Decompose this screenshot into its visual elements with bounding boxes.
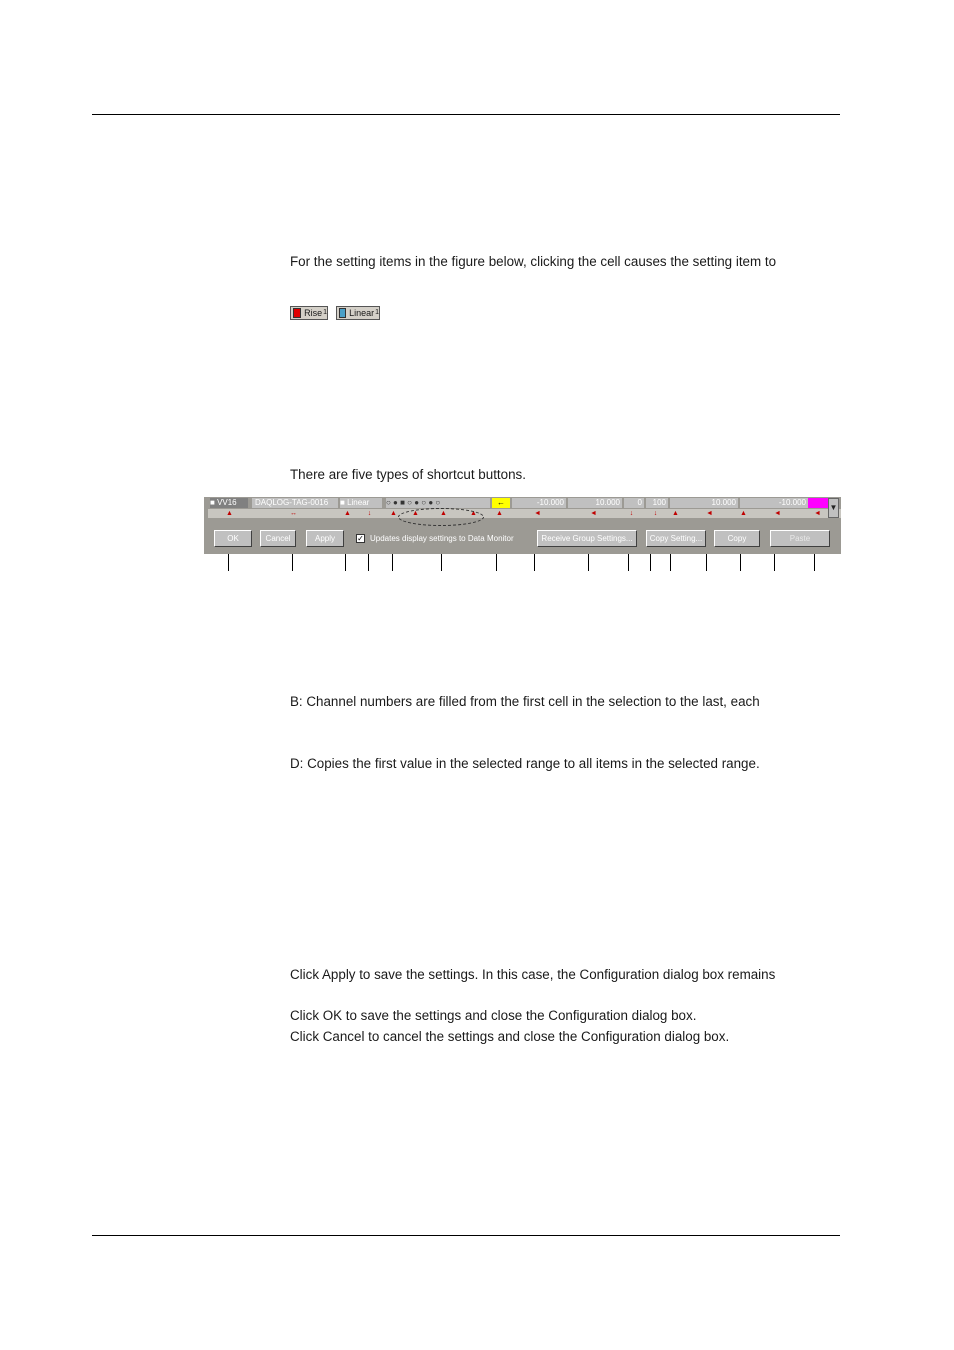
update-display-checkbox[interactable]: ✓ [357, 534, 364, 543]
value-cell-f[interactable]: -10.000 [740, 498, 808, 508]
callout-line [706, 554, 707, 571]
callout-line [392, 554, 393, 571]
callout-line [814, 554, 815, 571]
display-options-cell[interactable]: ○ ● ■ ○ ● ○ ● ○ [386, 498, 490, 508]
ok-button[interactable]: OK [214, 530, 252, 547]
shortcut-icon[interactable]: ▲ [390, 510, 397, 517]
shortcut-icon[interactable]: ↔ [290, 510, 297, 517]
shortcut-icon[interactable]: ▲ [226, 510, 233, 517]
configuration-screenshot [204, 497, 841, 554]
apply-button[interactable]: Apply [306, 530, 344, 547]
paragraph-shortcut-types: There are five types of shortcut buttons. [290, 467, 526, 482]
dialog-button-bar [204, 525, 841, 554]
callout-line [774, 554, 775, 571]
paragraph-cell-click: For the setting items in the figure below, clicking the cell causes the setting item to [290, 254, 777, 269]
value-cell-d[interactable]: 100 [646, 498, 668, 508]
rise-label: Rise [304, 308, 323, 318]
channel-cell[interactable]: ■ VV16 [210, 498, 248, 508]
color-cell[interactable] [808, 498, 828, 508]
callout-line [628, 554, 629, 571]
value-cell-e[interactable]: 10.000 [670, 498, 738, 508]
value-cell-a[interactable]: -10.000 [512, 498, 566, 508]
callout-line [496, 554, 497, 571]
linear-sub: 1 [375, 309, 379, 316]
callout-line [534, 554, 535, 571]
callout-line [292, 554, 293, 571]
paragraph-shortcut-b: B: Channel numbers are filled from the first cell in the selection to the last, each [290, 694, 760, 709]
rise-cell-icon [290, 306, 328, 320]
callout-line [345, 554, 346, 571]
shortcut-icon[interactable]: ◄ [706, 510, 713, 517]
shortcut-group-ellipse [398, 508, 484, 526]
shortcut-icon[interactable]: ▲ [740, 510, 747, 517]
scroll-down-icon[interactable]: ▼ [828, 498, 839, 518]
shortcut-icon[interactable]: ▲ [470, 510, 477, 517]
paragraph-cancel: Click Cancel to cancel the settings and close the Configuration dialog box. [290, 1029, 730, 1044]
shortcut-button-row [208, 509, 841, 518]
paragraph-shortcut-d: D: Copies the first value in the selected range to all items in the selected range. [290, 756, 760, 771]
tag-cell[interactable]: DAQLOG-TAG-0016 [252, 498, 338, 508]
rise-swatch [293, 308, 301, 318]
scale-cell[interactable]: ■ Linear [340, 498, 382, 508]
copy-button[interactable]: Copy [714, 530, 760, 547]
linear-label: Linear [349, 308, 375, 318]
value-cell-b[interactable]: 10.000 [568, 498, 622, 508]
callout-line [368, 554, 369, 571]
callout-line [228, 554, 229, 571]
paste-button[interactable]: Paste [770, 530, 830, 547]
shortcut-icon[interactable]: ↓ [653, 510, 658, 517]
shortcut-icon[interactable]: ◄ [814, 510, 821, 517]
shortcut-icon[interactable]: ◄ [534, 510, 541, 517]
receive-group-settings-button[interactable]: Receive Group Settings... [537, 530, 637, 547]
shortcut-icon[interactable]: ▲ [440, 510, 447, 517]
shortcut-icon[interactable]: ▲ [412, 510, 419, 517]
update-display-label: Updates display settings to Data Monitor [370, 534, 514, 543]
callout-line [670, 554, 671, 571]
shortcut-icon[interactable]: ▲ [344, 510, 351, 517]
shortcut-icon[interactable]: ▲ [672, 510, 679, 517]
cancel-button[interactable]: Cancel [260, 530, 296, 547]
callout-line [588, 554, 589, 571]
shortcut-icon[interactable]: ◄ [774, 510, 781, 517]
paragraph-apply: Click Apply to save the settings. In this case, the Configuration dialog box remains [290, 967, 776, 982]
shortcut-icon[interactable]: ▲ [496, 510, 503, 517]
copy-setting-button[interactable]: Copy Setting... [646, 530, 706, 547]
settings-grid [208, 498, 841, 518]
shortcut-icon[interactable]: ↓ [367, 510, 372, 517]
highlight-cell[interactable]: ← [492, 498, 510, 508]
header-rule [92, 114, 840, 115]
linear-cell-icon [336, 306, 380, 320]
shortcut-icon[interactable]: ◄ [590, 510, 597, 517]
linear-swatch [339, 308, 346, 318]
value-cell-c[interactable]: 0 [624, 498, 644, 508]
rise-sub: 1 [323, 309, 327, 316]
callout-line [441, 554, 442, 571]
shortcut-icon[interactable]: ↓ [629, 510, 634, 517]
callout-line [740, 554, 741, 571]
callout-line [650, 554, 651, 571]
footer-rule [92, 1235, 840, 1236]
paragraph-ok: Click OK to save the settings and close the Configuration dialog box. [290, 1008, 697, 1023]
